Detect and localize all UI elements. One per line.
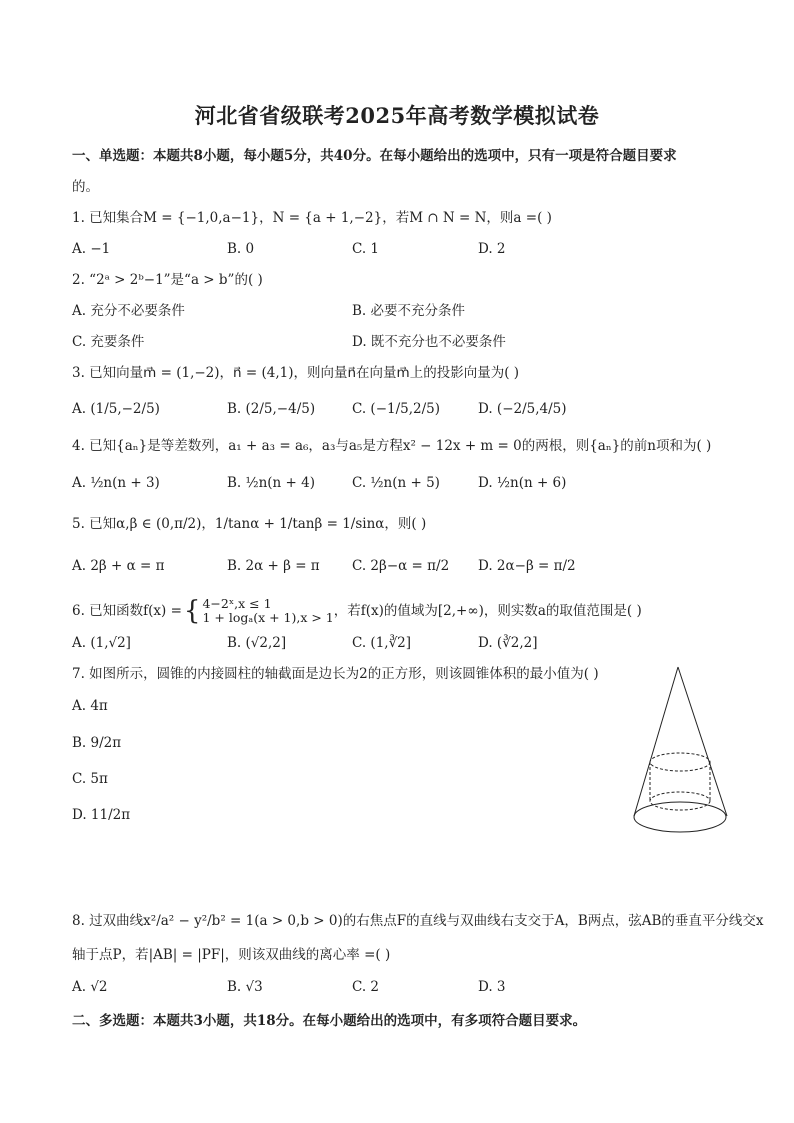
question-4-option-b: B. ½n(n + 4) xyxy=(227,475,315,491)
cone-left-edge xyxy=(634,667,678,816)
question-1-option-d: D. 2 xyxy=(478,241,506,257)
section1-instructions xyxy=(72,147,677,165)
question-1-stem: 1. 已知集合M = {−1,0,a−1}，N = {a + 1,−2}，若M ∩ N = N，则a =( ) xyxy=(72,210,552,226)
question-4-option-d: D. ½n(n + 6) xyxy=(478,475,567,491)
cone-with-inscribed-cylinder-figure xyxy=(628,664,740,839)
question-5-option-a: A. 2β + α = π xyxy=(72,558,165,574)
question-6-option-a: A. (1,√2] xyxy=(72,635,131,651)
section1-instructions-cont: 的。 xyxy=(72,179,99,195)
question-7-option-d: D. 11/2π xyxy=(72,807,131,823)
question-6-option-c: C. (1,∛2] xyxy=(352,635,412,651)
question-8-option-b: B. √3 xyxy=(227,979,263,995)
cone-base xyxy=(634,802,726,832)
question-4-option-c: C. ½n(n + 5) xyxy=(352,475,440,491)
page-title: 河北省省级联考2025年高考数学模拟试卷 xyxy=(194,103,600,128)
piecewise-case-2: 1 + logₐ(x + 1),x > 1 xyxy=(202,610,334,625)
question-6-stem xyxy=(72,597,642,625)
question-6-stem-start: 6. 已知函数f(x) = xyxy=(72,603,182,619)
question-2-option-a: A. 充分不必要条件 xyxy=(72,303,185,319)
section1-line1: 一、单选题：本题共8小题，每小题5分，共40分。在每小题给出的选项中，只有一项是符合题目要求 xyxy=(72,148,677,164)
cylinder-bottom xyxy=(650,792,710,810)
cylinder-top xyxy=(650,753,710,771)
question-2-option-d: D. 既不充分也不必要条件 xyxy=(352,334,506,350)
question-3-option-b: B. (2/5,−4/5) xyxy=(227,401,316,417)
question-8-option-a: A. √2 xyxy=(72,979,108,995)
question-1-option-b: B. 0 xyxy=(227,241,255,257)
question-2-option-b: B. 必要不充分条件 xyxy=(352,303,466,319)
question-6-option-b: B. (√2,2] xyxy=(227,635,287,651)
question-3-option-d: D. (−2/5,4/5) xyxy=(478,401,567,417)
brace-icon: { xyxy=(183,596,201,626)
question-4-stem: 4. 已知{aₙ}是等差数列，a₁ + a₃ = a₆，a₃与a₅是方程x² − 12x + m = 0的两根，则{aₙ}的前n项和为( ) xyxy=(72,438,712,454)
question-3-stem: 3. 已知向量m⃗ = (1,−2)，n⃗ = (4,1)，则向量n⃗在向量m⃗上的投影向量为( ) xyxy=(72,365,520,381)
question-5-option-b: B. 2α + β = π xyxy=(227,558,320,574)
question-7-option-b: B. 9/2π xyxy=(72,735,122,751)
question-7-stem: 7. 如图所示，圆锥的内接圆柱的轴截面是边长为2的正方形，则该圆锥体积的最小值为( ) xyxy=(72,666,599,682)
question-6-stem-end: ，若f(x)的值域为[2,+∞)，则实数a的取值范围是( ) xyxy=(333,603,642,619)
piecewise-definition xyxy=(202,597,333,625)
question-6-option-d: D. (∛2,2] xyxy=(478,635,538,651)
question-3-option-a: A. (1/5,−2/5) xyxy=(72,401,160,417)
question-8-stem-line2: 轴于点P，若|AB| = |PF|，则该双曲线的离心率 =( ) xyxy=(72,947,391,963)
question-3-option-c: C. (−1/5,2/5) xyxy=(352,401,441,417)
piecewise-case-1: 4−2ˣ,x ≤ 1 xyxy=(202,596,272,611)
question-2-stem: 2. “2ᵃ > 2ᵇ−1”是“a > b”的( ) xyxy=(72,272,263,288)
question-5-option-c: C. 2β−α = π/2 xyxy=(352,558,450,574)
question-7-option-c: C. 5π xyxy=(72,771,108,787)
question-1-option-c: C. 1 xyxy=(352,241,380,257)
question-5-stem: 5. 已知α,β ∈ (0,π/2)，1/tanα + 1/tanβ = 1/sinα，则( ) xyxy=(72,516,427,532)
cone-right-edge xyxy=(678,667,727,816)
question-8-option-d: D. 3 xyxy=(478,979,506,995)
question-8-option-c: C. 2 xyxy=(352,979,380,995)
question-7-option-a: A. 4π xyxy=(72,698,108,714)
question-2-option-c: C. 充要条件 xyxy=(72,334,145,350)
question-5-option-d: D. 2α−β = π/2 xyxy=(478,558,576,574)
question-1-option-a: A. −1 xyxy=(72,241,111,257)
question-4-option-a: A. ½n(n + 3) xyxy=(72,475,160,491)
section2-instructions: 二、多选题：本题共3小题，共18分。在每小题给出的选项中，有多项符合题目要求。 xyxy=(72,1013,587,1029)
question-8-stem-line1: 8. 过双曲线x²/a² − y²/b² = 1(a > 0,b > 0)的右焦点F的直线与双曲线右支交于A，B两点，弦AB的垂直平分线交x xyxy=(72,913,764,929)
